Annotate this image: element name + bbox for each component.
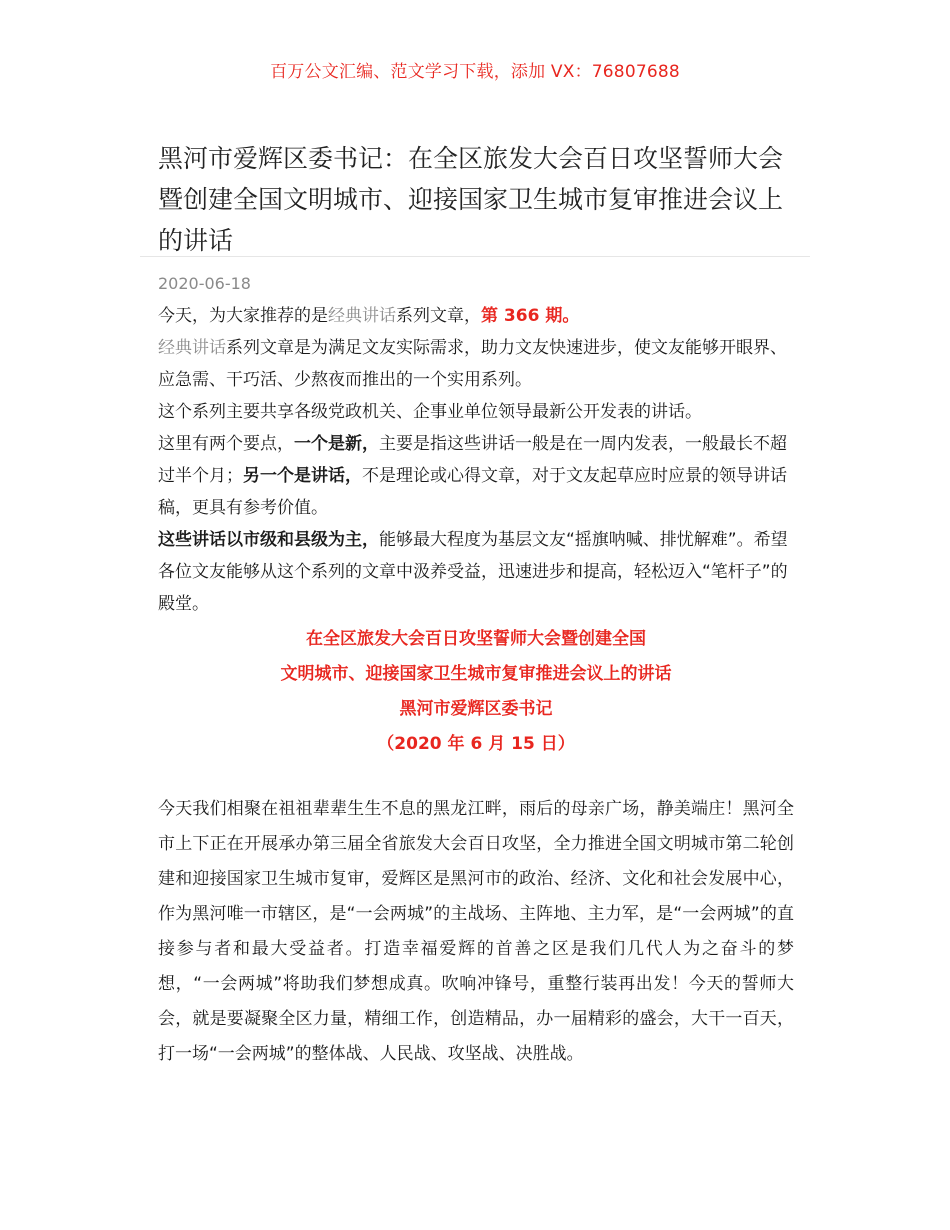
intro-text: 能够最大程度为基层文友“摇旗呐喊、排忧解难”。希望各位文友能够从这个系列的文章中汲养受益，迅速进步和提高，轻松迈入“笔杆子”的殿堂。 bbox=[158, 530, 788, 614]
issue-number: 第 366 期。 bbox=[481, 306, 580, 326]
intro-text: 系列文章， bbox=[396, 306, 481, 326]
key-point-level: 这些讲话以市级和县级为主， bbox=[158, 530, 379, 550]
intro-text: 不是理论或心得文章，对于文友起草应时应景的领导讲话稿，更具有参考价值。 bbox=[158, 466, 787, 518]
speech-body bbox=[158, 792, 794, 1072]
series-name: 经典讲话 bbox=[158, 338, 226, 358]
intro-text: 今天，为大家推荐的是 bbox=[158, 306, 328, 326]
article-title: 黑河市爱辉区委书记：在全区旅发大会百日攻坚誓师大会暨创建全国文明城市、迎接国家卫生城市复审推进会议上的讲话 bbox=[158, 144, 784, 255]
speech-header bbox=[158, 622, 794, 762]
promo-banner: 百万公文汇编、范文学习下载，添加 VX：76807688 bbox=[270, 62, 680, 82]
body-paragraph-1: 今天我们相聚在祖祖辈辈生生不息的黑龙江畔，雨后的母亲广场，静美端庄！黑河全市上下正在开展承办第三届全省旅发大会百日攻坚，全力推进全国文明城市第二轮创建和迎接国家卫生城市复审，爱辉区是黑河市的政治、经济、文化和社会发展中心，作为黑河唯一市辖区，是“一会两城”的主战场、主阵地、主力军，是“一会两城”的直接参与者和最大受益者。打造幸福爱辉的首善之区是我们几代人为之奋斗的梦想，“一会两城”将助我们梦想成真。吹响冲锋号，重整行装再出发！今天的誓师大会，就是要凝聚全区力量，精细工作，创造精品，办一届精彩的盛会，大干一百天，打一场“一会两城”的整体战、人民战、攻坚战、决胜战。 bbox=[158, 799, 794, 1064]
speech-date: （2020 年 6 月 15 日） bbox=[377, 734, 575, 754]
intro-paragraph-1 bbox=[158, 300, 794, 332]
intro-paragraph-4 bbox=[158, 428, 794, 524]
intro-section bbox=[158, 300, 794, 620]
intro-text: 这里有两个要点， bbox=[158, 434, 294, 454]
intro-paragraph-3: 这个系列主要共享各级党政机关、企事业单位领导最新公开发表的讲话。 bbox=[158, 402, 702, 422]
intro-text: 主要是指这些讲话一般是在一周内发表，一般最长不超过半个月； bbox=[158, 434, 787, 486]
publish-date: 2020-06-18 bbox=[158, 274, 251, 293]
key-point-speech: 另一个是讲话， bbox=[243, 466, 362, 486]
key-point-new: 一个是新， bbox=[294, 434, 379, 454]
intro-paragraph-2 bbox=[158, 332, 794, 396]
series-name: 经典讲话 bbox=[328, 306, 396, 326]
intro-text: 系列文章是为满足文友实际需求，助力文友快速进步，使文友能够开眼界、应急需、干巧活、少熬夜而推出的一个实用系列。 bbox=[158, 338, 787, 390]
speech-title-line-2: 文明城市、迎接国家卫生城市复审推进会议上的讲话 bbox=[280, 664, 672, 684]
speaker: 黑河市爱辉区委书记 bbox=[399, 699, 553, 719]
intro-paragraph-5 bbox=[158, 524, 794, 620]
speech-title-line-1: 在全区旅发大会百日攻坚誓师大会暨创建全国 bbox=[306, 629, 646, 649]
title-divider bbox=[140, 256, 810, 257]
